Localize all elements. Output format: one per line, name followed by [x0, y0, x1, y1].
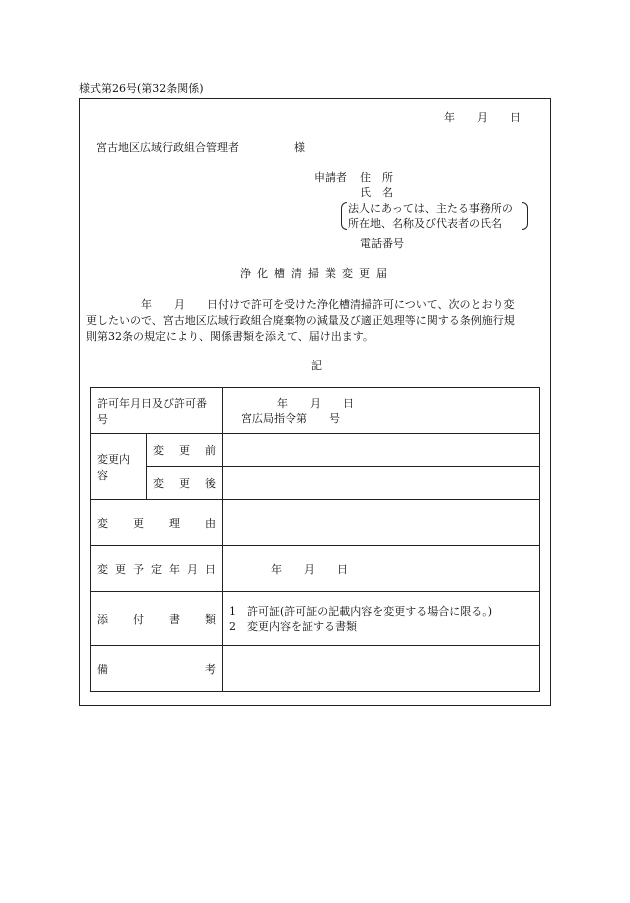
attachments-label-cell — [91, 592, 223, 646]
after-row — [91, 467, 540, 500]
left-bracket — [341, 202, 347, 230]
permit-label: 許可年月日及び許可番号 — [97, 396, 207, 426]
attachments-label-char: 添 — [97, 612, 108, 626]
reason-label-char: 理 — [169, 516, 180, 530]
addressee: 宮古地区広域行政組合管理者 様 — [96, 141, 305, 154]
remarks-label-cell — [91, 646, 223, 692]
applicant-label: 申請者 — [314, 171, 347, 184]
remarks-row — [91, 646, 540, 692]
after-label-cell — [147, 467, 223, 500]
permit-number: 宮広局指令第 号 — [241, 411, 340, 425]
corp-note-line2: 所在地、名称及び代表者の氏名 — [348, 217, 502, 230]
after-value-cell[interactable] — [223, 467, 540, 500]
reason-value-cell[interactable] — [223, 500, 540, 546]
right-bracket — [522, 202, 528, 230]
remarks-label-char: 備 — [97, 662, 108, 676]
change-content-label: 変更内容 — [97, 452, 130, 482]
before-row — [91, 434, 540, 467]
body-line-1: 年 月 日付けで許可を受けた浄化槽清掃許可について、次のとおり変 — [86, 298, 515, 311]
attachments-value-cell — [223, 592, 540, 646]
remarks-label-char: 考 — [205, 662, 216, 676]
after-label-char: 後 — [205, 477, 216, 490]
phone-label: 電話番号 — [360, 237, 404, 250]
form-number: 様式第26号(第32条関係) — [79, 82, 204, 95]
reason-label-char: 変 — [97, 516, 108, 530]
permit-row — [91, 388, 540, 434]
attachments-label-char: 類 — [205, 612, 216, 626]
corp-note-line1: 法人にあっては、主たる事務所の — [348, 202, 513, 215]
body-paragraph — [86, 297, 551, 345]
permit-date: 年 月 日 — [277, 396, 354, 410]
address-label: 住 所 — [360, 171, 393, 184]
before-label-char: 前 — [205, 444, 216, 457]
permit-value-cell[interactable] — [223, 388, 540, 434]
before-label-char: 変 — [153, 444, 164, 457]
remarks-value-cell[interactable] — [223, 646, 540, 692]
after-label-char: 更 — [179, 477, 190, 490]
permit-label-cell — [91, 388, 223, 434]
reason-label-cell — [91, 500, 223, 546]
attachment-item-2: 2 変更内容を証する書類 — [229, 619, 357, 633]
body-line-3: 則第32条の規定により、関係書類を添えて、届け出ます。 — [86, 330, 374, 343]
planned-date-label-char: 予 — [133, 562, 144, 576]
before-value-cell[interactable] — [223, 434, 540, 467]
planned-date-row — [91, 546, 540, 592]
before-label-cell — [147, 434, 223, 467]
planned-date-label-char: 月 — [187, 562, 198, 576]
planned-date-label-char: 変 — [97, 562, 108, 576]
attachments-label-char: 付 — [133, 612, 144, 626]
planned-date-label-cell — [91, 546, 223, 592]
planned-date-label-char: 日 — [205, 562, 216, 576]
ki-label: 記 — [311, 359, 322, 372]
attachments-row — [91, 592, 540, 646]
attachment-item-1: 1 許可証(許可証の記載内容を変更する場合に限る。) — [229, 604, 493, 618]
record-table — [90, 387, 540, 692]
planned-date-label-char: 年 — [169, 562, 180, 576]
reason-row — [91, 500, 540, 546]
planned-date-label-char: 更 — [115, 562, 126, 576]
name-label: 氏 名 — [360, 186, 393, 199]
before-label-char: 更 — [179, 444, 190, 457]
document-title: 浄化槽清掃業変更届 — [240, 267, 393, 280]
reason-label-char: 更 — [133, 516, 144, 530]
after-label-char: 変 — [153, 477, 164, 490]
planned-date-value-cell[interactable] — [223, 546, 540, 592]
planned-date-value: 年 月 日 — [271, 562, 348, 576]
reason-label-char: 由 — [205, 516, 216, 530]
submission-date: 年 月 日 — [444, 111, 521, 124]
change-content-label-cell — [91, 434, 147, 500]
attachments-label-char: 書 — [169, 612, 180, 626]
body-line-2: 更したいので、宮古地区広域行政組合廃棄物の減量及び適正処理等に関する条例施行規 — [86, 314, 515, 327]
planned-date-label-char: 定 — [151, 562, 162, 576]
